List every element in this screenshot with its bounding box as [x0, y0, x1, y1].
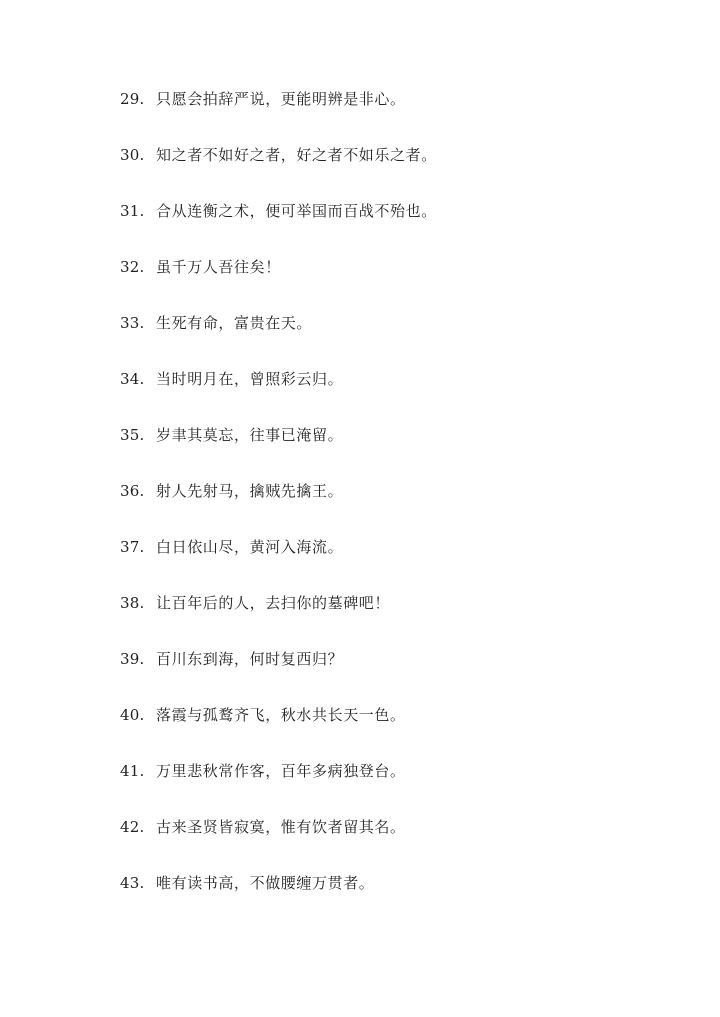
item-number: 43.: [120, 874, 145, 892]
item-text: 虽千万人吾往矣！: [156, 258, 281, 276]
item-text: 古来圣贤皆寂寞，惟有饮者留其名。: [156, 818, 406, 836]
item-number: 42.: [120, 818, 145, 836]
list-item: [120, 422, 437, 478]
list-item: [120, 646, 437, 702]
item-text: 唯有读书高，不做腰缠万贯者。: [156, 874, 375, 892]
list-item: [120, 478, 437, 534]
list-item: [120, 254, 437, 310]
list-item: [120, 758, 437, 814]
item-number: 32.: [120, 258, 145, 276]
item-number: 39.: [120, 650, 145, 668]
item-text: 岁聿其莫忘，往事已淹留。: [156, 426, 344, 444]
item-text: 当时明月在，曾照彩云归。: [156, 370, 344, 388]
item-number: 30.: [120, 146, 145, 164]
item-text: 生死有命，富贵在天。: [156, 314, 313, 332]
item-number: 41.: [120, 762, 145, 780]
item-number: 34.: [120, 370, 145, 388]
item-text: 百川东到海，何时复西归？: [156, 650, 344, 668]
item-number: 33.: [120, 314, 145, 332]
item-text: 白日依山尽，黄河入海流。: [156, 538, 344, 556]
list-item: [120, 310, 437, 366]
list-item: [120, 702, 437, 758]
list-item: [120, 142, 437, 198]
list-item: [120, 870, 437, 926]
list-item: [120, 814, 437, 870]
item-text: 落霞与孤鹜齐飞，秋水共长天一色。: [156, 706, 406, 724]
list-item: [120, 366, 437, 422]
list-item: [120, 534, 437, 590]
item-text: 万里悲秋常作客，百年多病独登台。: [156, 762, 406, 780]
list-item: [120, 86, 437, 142]
item-number: 35.: [120, 426, 145, 444]
item-text: 让百年后的人，去扫你的墓碑吧！: [156, 594, 391, 612]
item-text: 射人先射马，擒贼先擒王。: [156, 482, 344, 500]
quote-list: [120, 86, 437, 926]
item-text: 只愿会拍辞严说，更能明辨是非心。: [156, 90, 406, 108]
item-number: 37.: [120, 538, 145, 556]
item-number: 36.: [120, 482, 145, 500]
item-number: 38.: [120, 594, 145, 612]
item-text: 合从连衡之术，便可举国而百战不殆也。: [156, 202, 437, 220]
item-number: 31.: [120, 202, 145, 220]
list-item: [120, 198, 437, 254]
item-number: 40.: [120, 706, 145, 724]
list-item: [120, 590, 437, 646]
item-text: 知之者不如好之者，好之者不如乐之者。: [156, 146, 437, 164]
item-number: 29.: [120, 90, 145, 108]
